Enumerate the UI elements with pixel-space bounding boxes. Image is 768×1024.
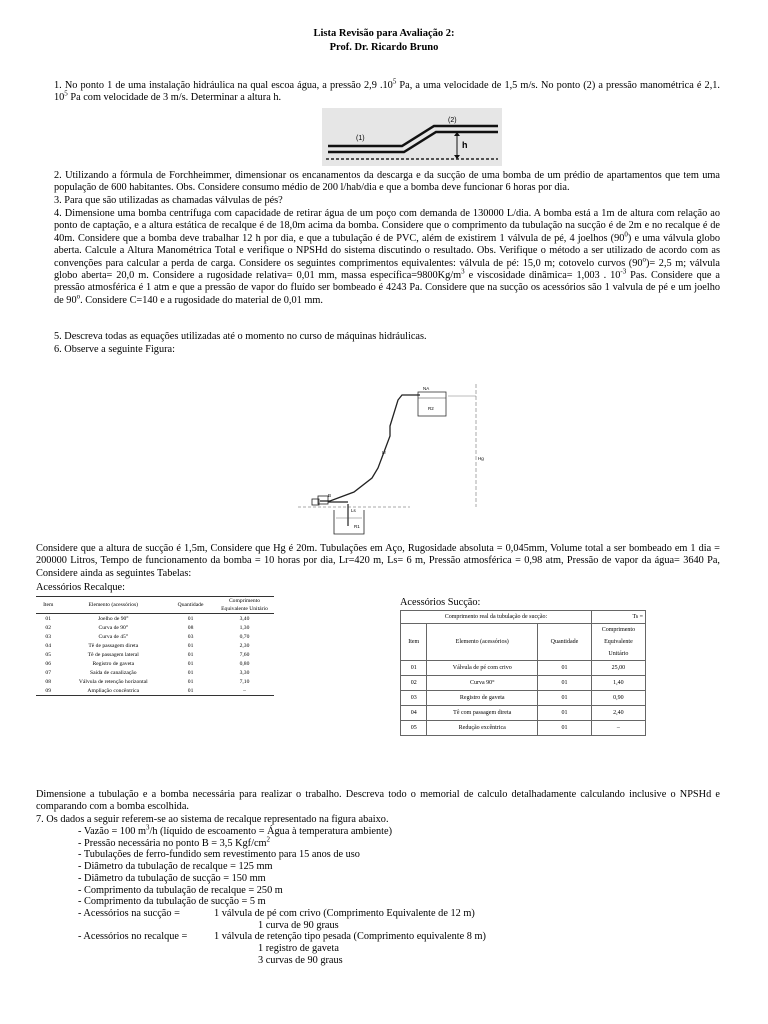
- recalque-table-row-cell: Curva de 90°: [98, 624, 129, 631]
- recalque-table-row-cell: 01: [187, 669, 194, 676]
- succao-table-row-cell: Curva 90°: [427, 676, 538, 691]
- succao-table-body: [401, 661, 646, 736]
- succao-table-row: [401, 691, 646, 706]
- recalque-table-row-cell: Tê de passagem lateral: [87, 651, 139, 658]
- recalque-table-row: [36, 650, 274, 659]
- recalque-table-row-cell: Saída de canalização: [89, 669, 137, 676]
- recalque-table-row-cell: 06: [45, 660, 51, 667]
- question-3: 3. Para que são utilizadas as chamadas válvulas de pés?: [54, 195, 283, 206]
- question-6-data: Considere que a altura de sucção é 1,5m, Considere que Hg é 20m. Tubulações em Aço, Rugosidade absoluta = 0,045mm, Volume total a ser bombeado em 1 dia = 200000 Litros, Tempo de funcionamento da bomba = 10 horas por dia, Lr=420 m, Ls= 6 m, Pressão atmosférica = 0,98 atm, Pressão de vapor da água= 3640 Pa, Considere ainda as seguintes Tabelas:: [36, 543, 720, 579]
- figure-1-label-1: (1): [356, 135, 365, 142]
- succao-table-row-cell: Redução excêntrica: [427, 721, 538, 736]
- recalque-table-row-cell: 07: [45, 669, 51, 676]
- q7-comprimento-succao: - Comprimento da tubulação de sucção = 5 m: [78, 896, 266, 908]
- succao-table-row: [401, 706, 646, 721]
- recalque-table-row-cell: Válvula de retenção horizontal: [78, 678, 148, 685]
- question-7-data-list: [78, 823, 486, 966]
- figure-2-label-lr: Lr: [382, 450, 387, 455]
- figure-2-label-r2: R2: [428, 406, 434, 411]
- recalque-table-row: [36, 641, 274, 650]
- recalque-header-quantity: Quantidade: [166, 597, 215, 614]
- recalque-table-row-cell: 01: [187, 615, 194, 622]
- recalque-table-row-cell: Joelho de 90°: [98, 615, 129, 622]
- recalque-table-row: [36, 614, 274, 624]
- figure-2-pump-system: [290, 376, 500, 536]
- figure-2-label-na: NA: [423, 386, 430, 391]
- q7-pressao: - Pressão necessária no ponto B = 3,5 Kgf/$cm^2$: [78, 835, 271, 849]
- succao-table-row-cell: 0,90: [591, 691, 645, 706]
- figure-1-label-h: h: [462, 140, 468, 150]
- figure-1-pipe-diagram: [322, 108, 502, 166]
- succao-top-right: Ts =: [591, 611, 645, 624]
- succao-table-row-cell: 01: [538, 691, 592, 706]
- figure-2-label-b: B: [328, 493, 332, 498]
- succao-table-row-cell: 25,00: [591, 661, 645, 676]
- succao-caption: Acessórios Sucção:: [400, 597, 481, 608]
- q7-vazao: - Vazão = 100 $m^3/h$ (líquido de escoamento = Água à temperatura ambiente): [78, 823, 393, 837]
- succao-table-row-cell: 01: [538, 676, 592, 691]
- recalque-table-row: [36, 686, 274, 696]
- document-title: Lista Revisão para Avaliação 2:: [313, 28, 455, 39]
- recalque-table-row-cell: 7,10: [239, 678, 250, 685]
- succao-table-row: [401, 661, 646, 676]
- recalque-table-row-cell: 2,30: [239, 642, 250, 649]
- recalque-table-row-cell: 04: [45, 642, 51, 649]
- recalque-table-row-cell: Registro de gaveta: [92, 660, 135, 667]
- succao-table-row-cell: –: [591, 721, 645, 736]
- succao-table-row-cell: 01: [538, 706, 592, 721]
- succao-table-row-cell: 1,40: [591, 676, 645, 691]
- succao-header-length: Comprimento Equivalente Unitário: [591, 624, 645, 661]
- figure-1-label-2: (2): [448, 117, 457, 124]
- recalque-header-item: Item: [36, 597, 60, 614]
- recalque-table-row: [36, 677, 274, 686]
- recalque-table: [36, 596, 274, 696]
- recalque-table-row-cell: 03: [45, 633, 51, 640]
- succao-table: [400, 610, 646, 736]
- recalque-header-length: Comprimento Equivalente Unitário: [215, 597, 274, 614]
- succao-table-row-cell: 01: [538, 721, 592, 736]
- recalque-header-element: Elemento (acessórios): [60, 597, 166, 614]
- recalque-table-row: [36, 632, 274, 641]
- recalque-table-row-cell: 02: [45, 624, 51, 631]
- question-1: 1. No ponto 1 de uma instalação hidráulica na qual escoa água, a pressão 2,9 $.10^5$ Pa, a uma velocidade de 1,5 m/s. No ponto (2) a pressão manométrica é 2,1. $10^5$ Pa com velocidade de 3 m/s. Determinar a altura h.: [54, 77, 720, 104]
- succao-top-header: Comprimento real da tubulação de sucção:: [401, 611, 592, 624]
- recalque-table-row-cell: 08: [45, 678, 51, 685]
- question-6-instructions: Dimensione a tubulação e a bomba necessária para realizar o trabalho. Descreva todo o memorial de calculo detalhadamente calculando inclusive o NPSHd e comparando com a bomba escolhida.: [36, 789, 720, 813]
- succao-table-row-cell: 01: [538, 661, 592, 676]
- recalque-table-row-cell: –: [215, 686, 274, 696]
- succao-table-row-cell: 2,40: [591, 706, 645, 721]
- recalque-table-row: [36, 668, 274, 677]
- recalque-table-row-cell: 01: [166, 686, 215, 696]
- recalque-table-row-cell: 01: [187, 678, 194, 685]
- succao-table-row: [401, 676, 646, 691]
- recalque-table-row-cell: 3,30: [239, 669, 250, 676]
- recalque-table-row-cell: 3,40: [239, 615, 250, 622]
- recalque-table-row-cell: 01: [187, 660, 194, 667]
- succao-table-row-cell: Registro de gaveta: [427, 691, 538, 706]
- succao-table-row-cell: Válvula de pé com crivo: [427, 661, 538, 676]
- succao-header-quantity: Quantidade: [538, 624, 592, 661]
- recalque-table-row-cell: 1,30: [239, 624, 250, 631]
- recalque-table-row-cell: 0,80: [239, 660, 250, 667]
- recalque-table-row-cell: 01: [187, 642, 194, 649]
- recalque-table-row-cell: 05: [45, 651, 51, 658]
- succao-table-row-cell: 04: [401, 706, 427, 721]
- recalque-caption: Acessórios Recalque:: [36, 582, 125, 593]
- question-5: 5. Descreva todas as equações utilizadas até o momento no curso de máquinas hidráulicas.: [54, 331, 427, 342]
- recalque-table-row-cell: 01: [45, 615, 51, 622]
- recalque-table-row-cell: 03: [187, 633, 194, 640]
- succao-table-row-cell: 01: [401, 661, 427, 676]
- professor-name: Prof. Dr. Ricardo Bruno: [329, 42, 439, 53]
- succao-table-row-cell: 05: [401, 721, 427, 736]
- succao-table-row: [401, 721, 646, 736]
- recalque-table-row: [36, 659, 274, 668]
- recalque-table-row-cell: Ampliação concêntrica: [60, 686, 166, 696]
- recalque-table-row-cell: Curva de 45°: [98, 633, 129, 640]
- succao-header-item: Item: [401, 624, 427, 661]
- succao-table-wrapper: [400, 610, 646, 736]
- recalque-table-row-cell: 08: [187, 624, 194, 631]
- q7-acessorios-recalque: - Acessórios no recalque = 1 válvula de retenção tipo pesada (Comprimento equivalente 8 m): [78, 931, 486, 943]
- q7-comprimento-recalque: - Comprimento da tubulação de recalque = 250 m: [78, 884, 283, 896]
- recalque-table-row-cell: 09: [36, 686, 60, 696]
- q7-acessorios-recalque-3: 3 curvas de 90 graus: [258, 954, 343, 966]
- succao-table-row-cell: 03: [401, 691, 427, 706]
- recalque-table-row-cell: Tê de passagem direta: [88, 642, 139, 649]
- recalque-table-row-cell: 0,70: [239, 633, 250, 640]
- q7-tubulacoes: - Tubulações de ferro-fundido sem revestimento para 15 anos de uso: [78, 849, 360, 861]
- q7-acessorios-succao: - Acessórios na sucção = 1 válvula de pé com crivo (Comprimento Equivalente de 12 m): [78, 907, 475, 919]
- figure-2-label-hg: Hg: [478, 456, 484, 461]
- question-2: 2. Utilizando a fórmula de Forchheimmer, dimensionar os encanamentos da descarga e da sucção de uma bomba de um prédio de apartamentos que tem uma população de 600 habitantes. Obs. Considere consumo médio de 200 l/hab/dia e que a bomba deve funcionar 6 horas por dia.: [54, 170, 720, 194]
- recalque-table-row: [36, 623, 274, 632]
- succao-table-row-cell: Tê com passagem direta: [427, 706, 538, 721]
- question-4: 4. Dimensione uma bomba centrífuga com capacidade de retirar água de um poço com demanda de 130000 L/dia. A bomba está a 1m de altura com relação ao ponto de captação, e a altura estática de recalque é de 18,0m acima da bomba. Considere que o comprimento da tubulação na sucção é de 2m e no recalque é de 40m. Considere que a bomba deve trabalhar 12 h por dia, e que a tubulação é de PVC, além de existirem 1 válvula de pé, 4 joelhos $(90^0)$ e uma válvula globo aberta. Calcule a Altura Manométrica Total e verifique o NPSHd do sistema discutindo o resultado. Obs. Verifique o método a ser utilizado de acordo com as convenções para calcular a perda de carga. Considere os seguintes comprimentos equivalentes: válvula de pé: 15,0 m; cotovelo curvos $(90^o)= 2,5$ m; válvula globo aberta= 20,0 m. Considere a rugosidade relativa= 0,01 mm, massa $específica=9800Kg/m^3$ e viscosidade dinâmica= 1,003 . $10^{-3}$ Pas. Considere que a pressão atmosférica é 1 atm e que a pressão de vapor do fluído ser bombeado é 4243 Pa. Considere que na sucção os acessórios são 1 valvula de pé e um joelho de 90$^o$. Considere C=140 e a rugosidade do material de 0,01 mm.: [54, 208, 720, 306]
- recalque-table-row-cell: 7,60: [239, 651, 250, 658]
- question-7: 7. Os dados a seguir referem-se ao sistema de recalque representado na figura abaixo.: [36, 814, 389, 825]
- succao-header-element: Elemento (acessórios): [427, 624, 538, 661]
- figure-2-label-r1: R1: [354, 524, 360, 529]
- recalque-table-row-cell: 01: [187, 651, 194, 658]
- figure-2-label-ls: Ls: [351, 508, 356, 513]
- recalque-table-body: [36, 614, 274, 696]
- question-6: 6. Observe a seguinte Figura:: [54, 344, 175, 355]
- recalque-table-wrapper: [36, 596, 274, 696]
- q7-acessorios-succao-2: 1 curva de 90 graus: [258, 919, 339, 931]
- q7-acessorios-recalque-2: 1 registro de gaveta: [258, 943, 339, 955]
- q7-diametro-recalque: - Diâmetro da tubulação de recalque = 125 mm: [78, 861, 273, 873]
- succao-table-row-cell: 02: [401, 676, 427, 691]
- q7-diametro-succao: - Diâmetro da tubulação de sucção = 150 mm: [78, 872, 266, 884]
